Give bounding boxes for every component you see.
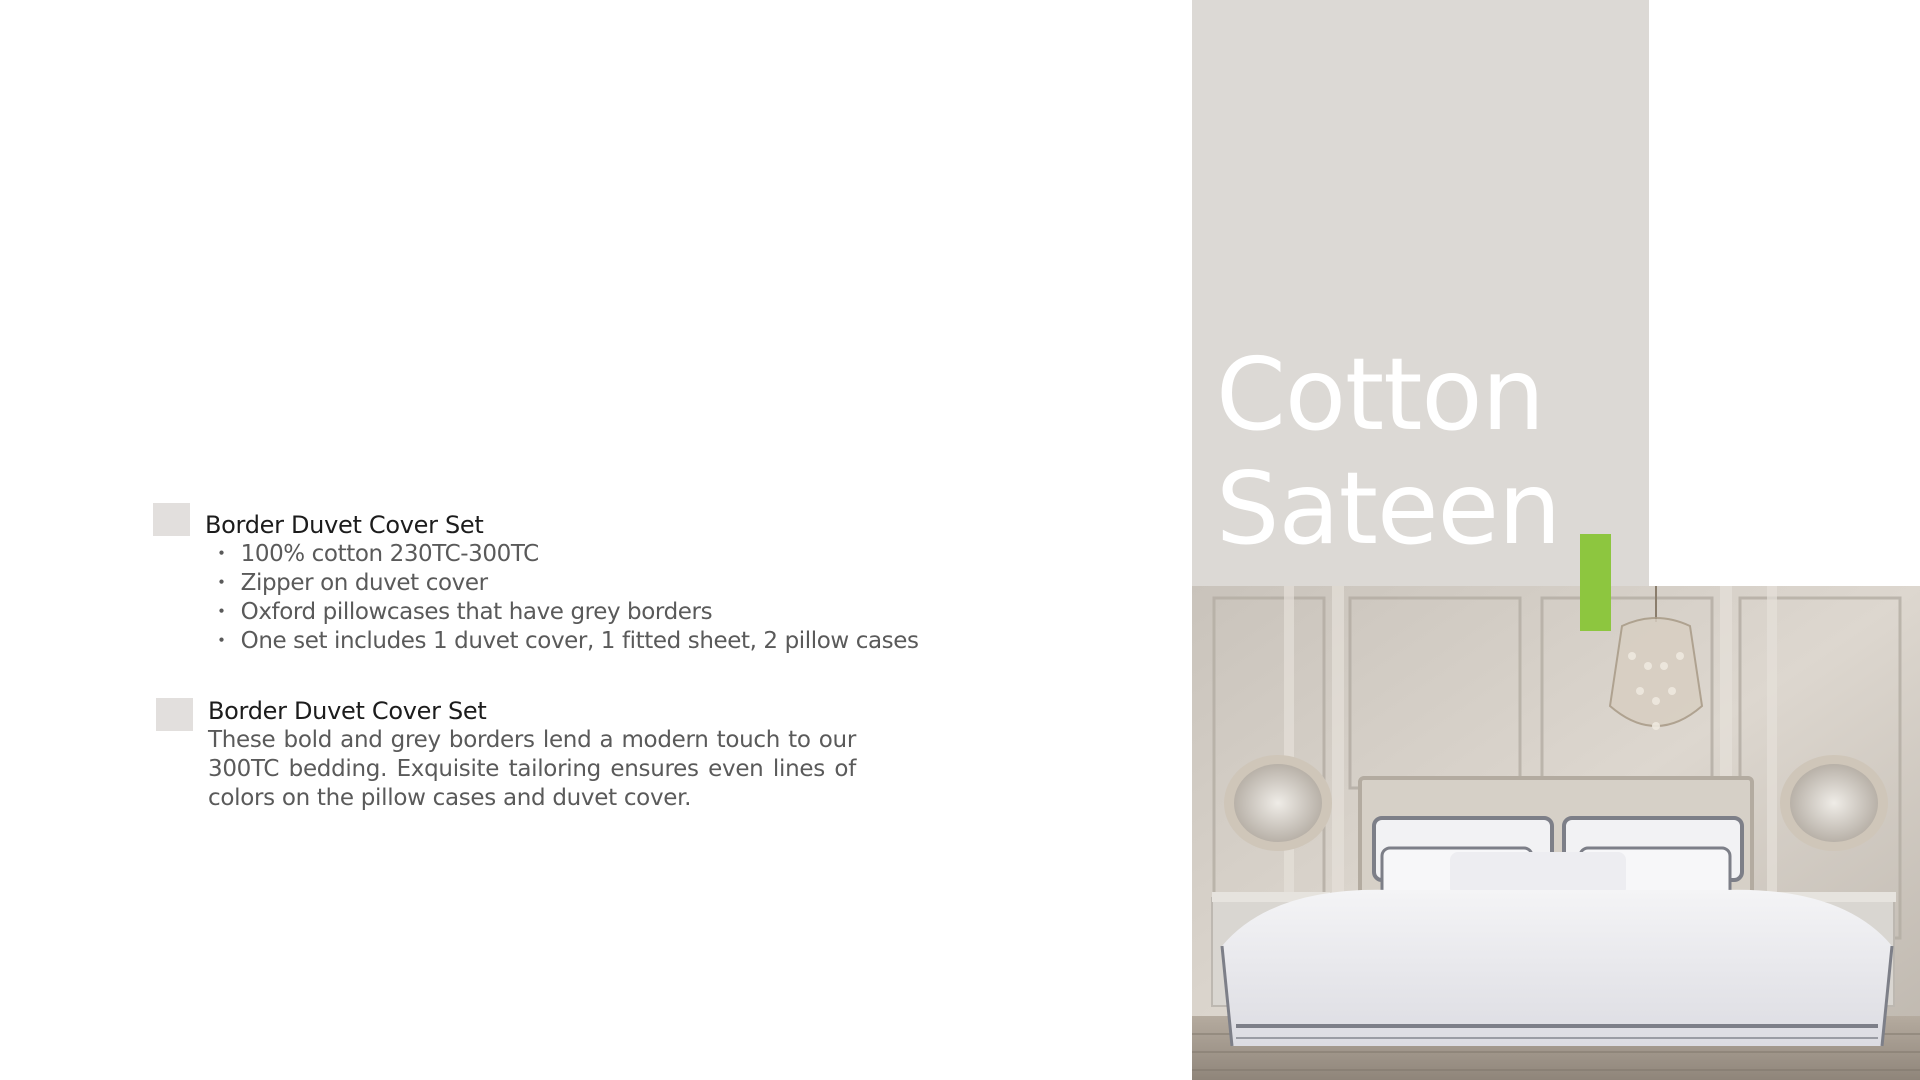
feature-text: 100% cotton 230TC-300TC	[240, 541, 539, 567]
bedroom-photo	[1192, 586, 1920, 1080]
bullet-dot-icon: ・	[210, 599, 233, 625]
feature-text: Zipper on duvet cover	[240, 570, 488, 596]
section-2-heading: Border Duvet Cover Set	[208, 697, 487, 725]
bullet-dot-icon: ・	[210, 541, 233, 567]
title-line-2: Sateen	[1216, 450, 1561, 567]
section-1-heading: Border Duvet Cover Set	[205, 511, 484, 539]
section-2-description: These bold and grey borders lend a modern touch to our 300TC bedding. Exquisite tailoring ensures even lines of colors on the pillow cases and duvet cover.	[208, 727, 856, 811]
bullet-dot-icon: ・	[210, 628, 233, 654]
feature-text: One set includes 1 duvet cover, 1 fitted sheet, 2 pillow cases	[240, 628, 919, 654]
accent-bar	[1580, 534, 1611, 631]
feature-item	[210, 598, 919, 627]
section-2-marker	[156, 698, 193, 731]
feature-item	[210, 627, 919, 656]
title-line-1: Cotton	[1216, 336, 1544, 453]
section-1-marker	[153, 503, 190, 536]
bullet-dot-icon: ・	[210, 570, 233, 596]
feature-text: Oxford pillowcases that have grey borders	[240, 599, 713, 625]
feature-item	[210, 569, 919, 598]
feature-list	[210, 540, 919, 656]
feature-item	[210, 540, 919, 569]
